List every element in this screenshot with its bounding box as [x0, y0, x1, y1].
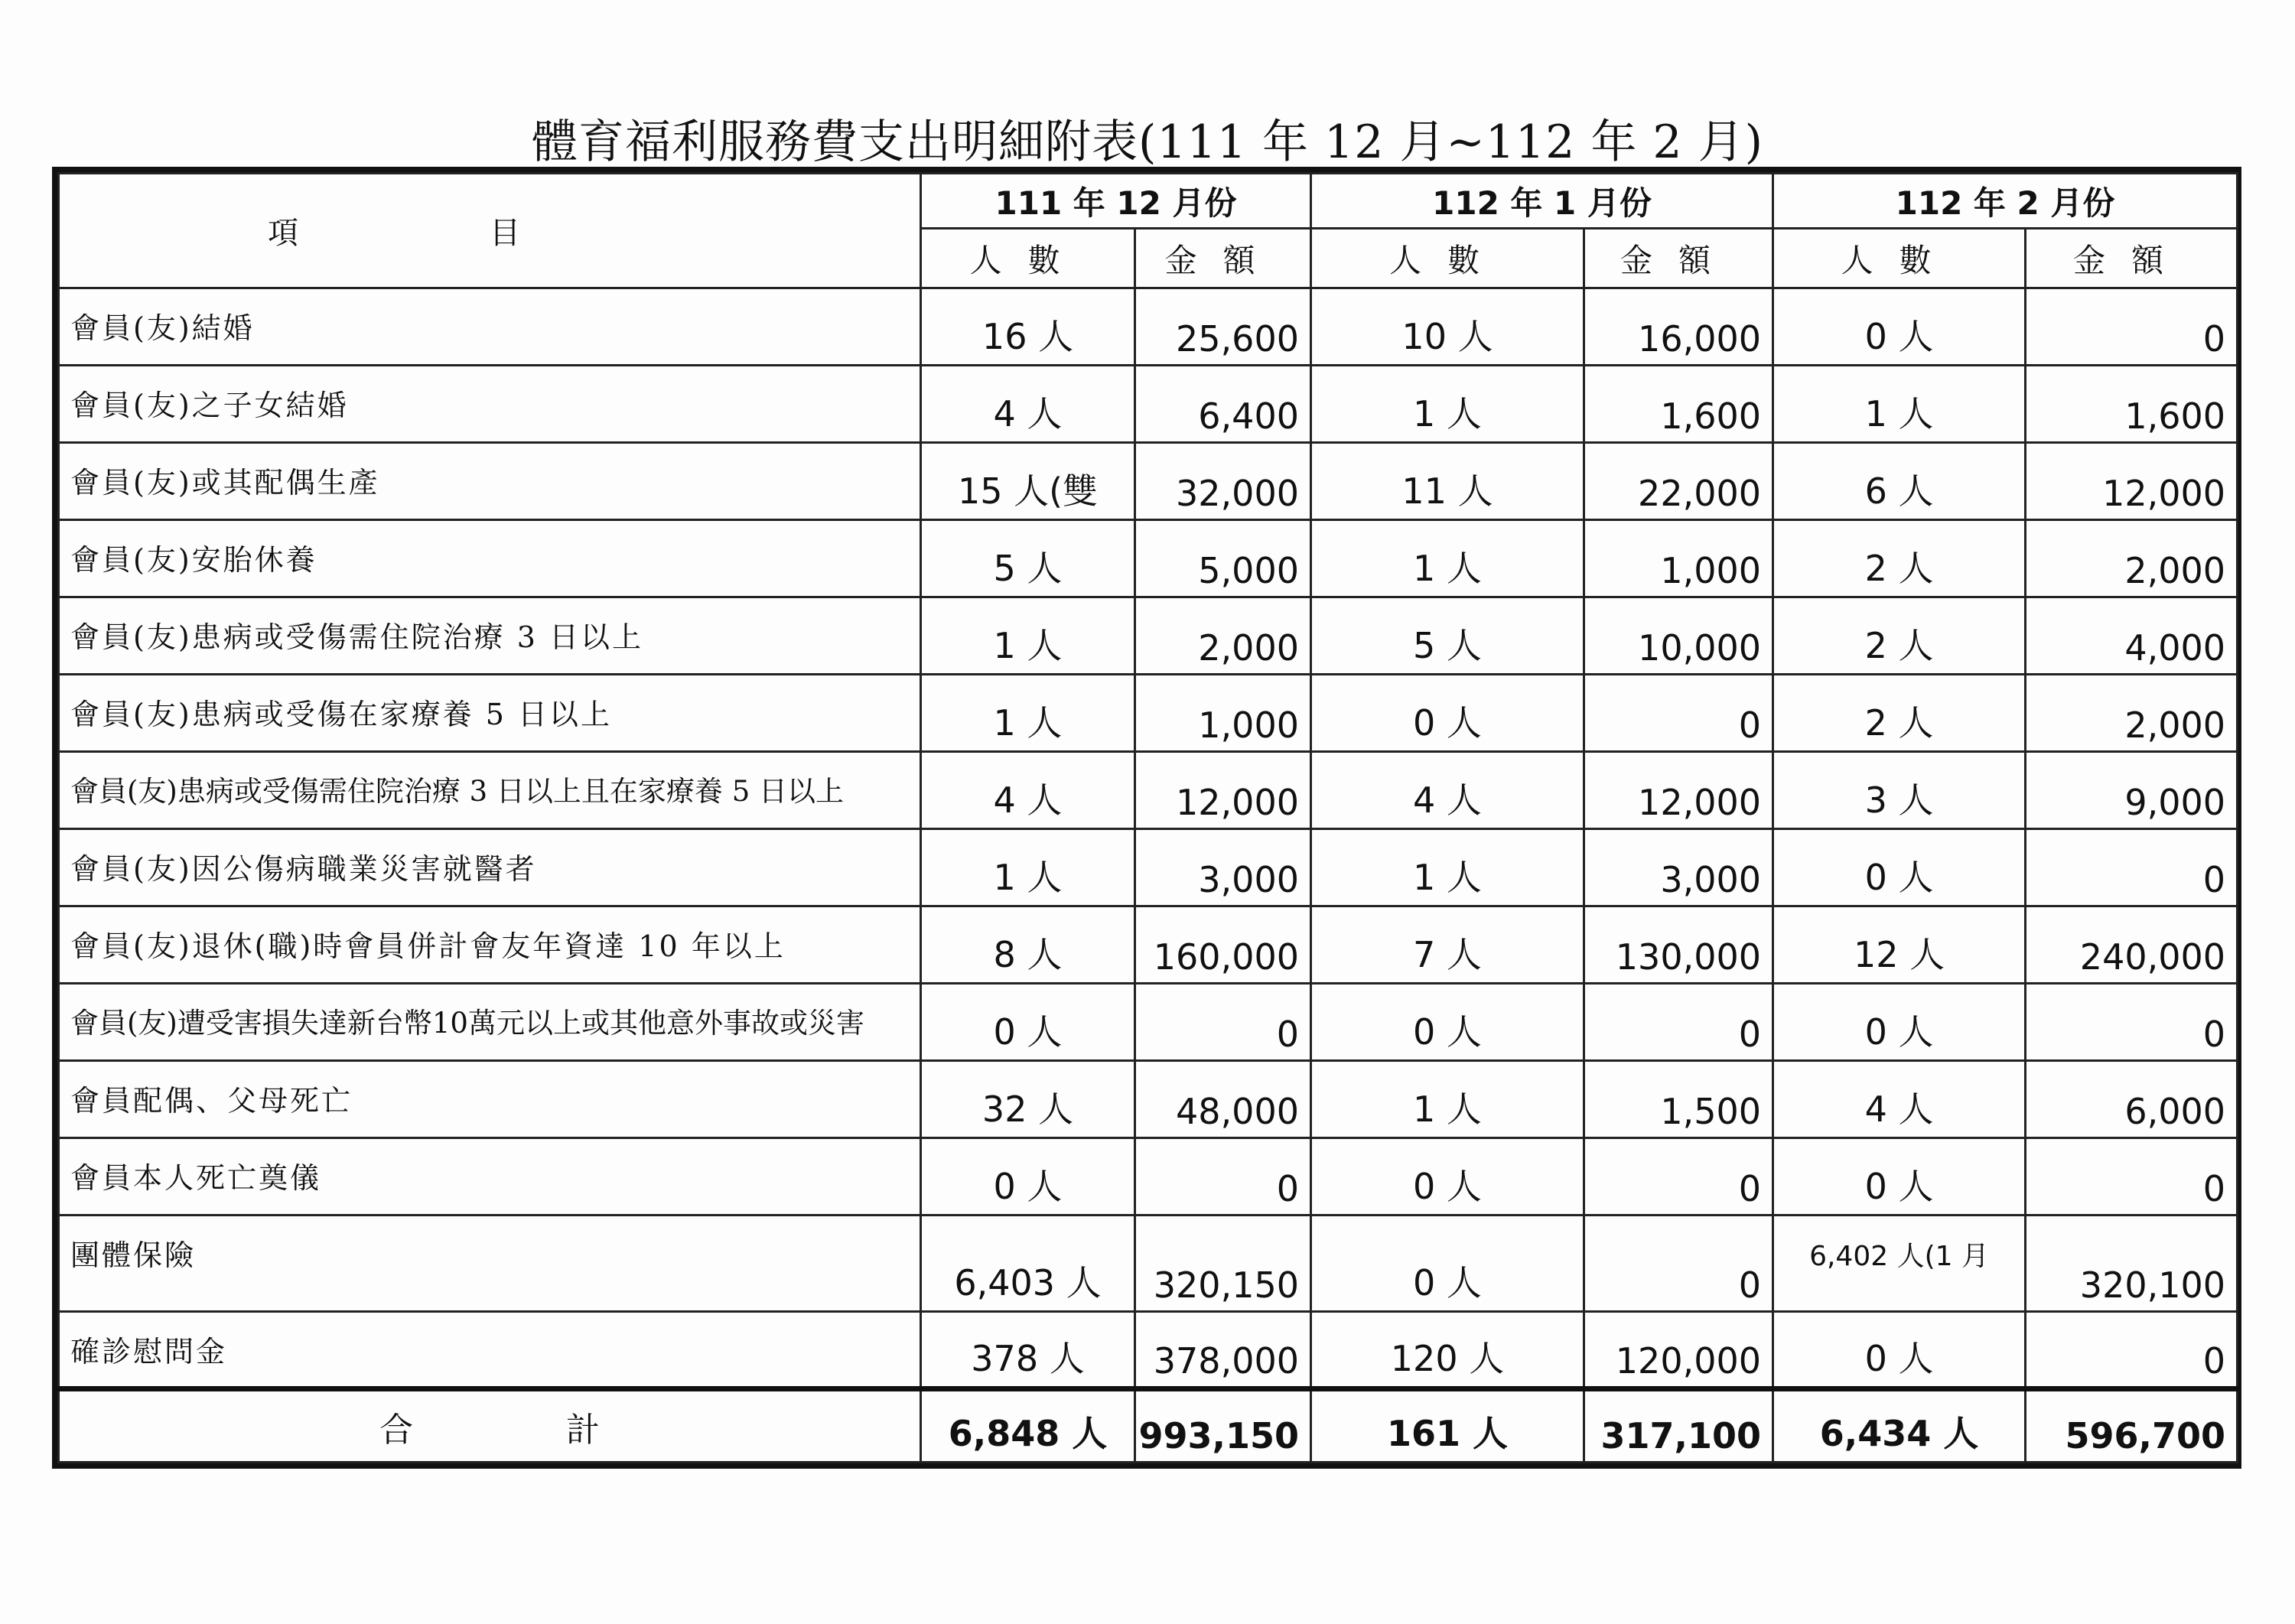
- count-cell: 0 人: [1311, 675, 1584, 752]
- count-cell: 16 人: [921, 288, 1135, 366]
- count-cell: 0 人: [921, 1138, 1135, 1216]
- count-header: 人數: [1773, 229, 2026, 288]
- amount-cell: 5,000: [1135, 520, 1311, 597]
- table-row: [59, 1138, 2238, 1216]
- total-amount-cell: 596,700: [2026, 1389, 2238, 1463]
- expense-table: [57, 172, 2238, 1463]
- total-count-cell: 6,434 人: [1773, 1389, 2026, 1463]
- amount-cell: 320,100: [2026, 1216, 2238, 1312]
- amount-cell: 1,500: [1584, 1061, 1773, 1138]
- count-cell: 1 人: [1773, 366, 2026, 443]
- count-cell: 15 人(雙: [921, 443, 1135, 520]
- count-cell: 0 人: [1773, 1138, 2026, 1216]
- count-cell: 1 人: [1311, 1061, 1584, 1138]
- amount-cell: 0: [1584, 1138, 1773, 1216]
- table-row: [59, 906, 2238, 984]
- count-header: 人數: [921, 229, 1135, 288]
- amount-cell: 32,000: [1135, 443, 1311, 520]
- month-header-jan-112: 112 年 1 月份: [1311, 174, 1773, 229]
- amount-cell: 0: [2026, 288, 2238, 366]
- count-cell: 1 人: [921, 829, 1135, 906]
- amount-cell: 2,000: [2026, 675, 2238, 752]
- count-cell: 0 人: [1773, 984, 2026, 1061]
- count-cell: 4 人: [1773, 1061, 2026, 1138]
- amount-cell: 320,150: [1135, 1216, 1311, 1312]
- total-amount-cell: 993,150: [1135, 1389, 1311, 1463]
- amount-header: 金額: [2026, 229, 2238, 288]
- total-amount-cell: 317,100: [1584, 1389, 1773, 1463]
- amount-cell: 12,000: [1135, 752, 1311, 829]
- count-cell: 12 人: [1773, 906, 2026, 984]
- item-label: 團體保險: [59, 1216, 921, 1312]
- total-count-cell: 6,848 人: [921, 1389, 1135, 1463]
- table-row: [59, 675, 2238, 752]
- count-cell: 10 人: [1311, 288, 1584, 366]
- count-cell: 0 人: [1773, 288, 2026, 366]
- table-row: [59, 984, 2238, 1061]
- amount-cell: 0: [2026, 1312, 2238, 1389]
- count-cell: 1 人: [1311, 366, 1584, 443]
- count-header: 人數: [1311, 229, 1584, 288]
- count-cell: 0 人: [1773, 829, 2026, 906]
- amount-cell: 4,000: [2026, 597, 2238, 675]
- count-cell: 4 人: [921, 366, 1135, 443]
- item-label: 會員(友)之子女結婚: [59, 366, 921, 443]
- total-label: 合計: [59, 1389, 921, 1463]
- item-label: 會員(友)安胎休養: [59, 520, 921, 597]
- amount-cell: 240,000: [2026, 906, 2238, 984]
- amount-cell: 2,000: [2026, 520, 2238, 597]
- item-label: 會員(友)患病或受傷需住院治療 3 日以上: [59, 597, 921, 675]
- amount-cell: 0: [1135, 1138, 1311, 1216]
- table-row: [59, 288, 2238, 366]
- table-row: [59, 520, 2238, 597]
- item-label: 確診慰問金: [59, 1312, 921, 1389]
- month-header-feb-112: 112 年 2 月份: [1773, 174, 2238, 229]
- amount-cell: 12,000: [1584, 752, 1773, 829]
- count-cell: 1 人: [921, 675, 1135, 752]
- count-cell: 0 人: [1773, 1312, 2026, 1389]
- count-cell: 2 人: [1773, 597, 2026, 675]
- count-cell: 2 人: [1773, 520, 2026, 597]
- item-label: 會員(友)因公傷病職業災害就醫者: [59, 829, 921, 906]
- month-header-dec-111: 111 年 12 月份: [921, 174, 1311, 229]
- amount-cell: 0: [1584, 984, 1773, 1061]
- count-cell: 0 人: [921, 984, 1135, 1061]
- count-cell: 1 人: [1311, 829, 1584, 906]
- amount-cell: 3,000: [1584, 829, 1773, 906]
- count-cell: 8 人: [921, 906, 1135, 984]
- count-cell: 5 人: [921, 520, 1135, 597]
- count-cell: 6,402 人(1 月: [1773, 1216, 2026, 1312]
- amount-cell: 6,400: [1135, 366, 1311, 443]
- count-cell: 4 人: [921, 752, 1135, 829]
- count-cell: 120 人: [1311, 1312, 1584, 1389]
- item-label: 會員(友)患病或受傷需住院治療 3 日以上且在家療養 5 日以上: [59, 752, 921, 829]
- amount-cell: 0: [2026, 984, 2238, 1061]
- amount-cell: 16,000: [1584, 288, 1773, 366]
- item-column-header: 項目: [59, 174, 921, 288]
- table-row: [59, 597, 2238, 675]
- amount-cell: 22,000: [1584, 443, 1773, 520]
- amount-cell: 0: [1584, 1216, 1773, 1312]
- amount-cell: 130,000: [1584, 906, 1773, 984]
- amount-cell: 0: [2026, 829, 2238, 906]
- amount-cell: 0: [1135, 984, 1311, 1061]
- count-cell: 11 人: [1311, 443, 1584, 520]
- total-count-cell: 161 人: [1311, 1389, 1584, 1463]
- amount-cell: 1,000: [1135, 675, 1311, 752]
- amount-cell: 25,600: [1135, 288, 1311, 366]
- table-row: [59, 1312, 2238, 1389]
- amount-header: 金額: [1584, 229, 1773, 288]
- count-cell: 7 人: [1311, 906, 1584, 984]
- item-label: 會員(友)患病或受傷在家療養 5 日以上: [59, 675, 921, 752]
- amount-cell: 10,000: [1584, 597, 1773, 675]
- count-cell: 1 人: [921, 597, 1135, 675]
- amount-cell: 160,000: [1135, 906, 1311, 984]
- amount-cell: 3,000: [1135, 829, 1311, 906]
- amount-cell: 12,000: [2026, 443, 2238, 520]
- count-cell: 378 人: [921, 1312, 1135, 1389]
- amount-cell: 120,000: [1584, 1312, 1773, 1389]
- amount-cell: 1,600: [1584, 366, 1773, 443]
- item-label: 會員(友)遭受害損失達新台幣10萬元以上或其他意外事故或災害: [59, 984, 921, 1061]
- table-row: [59, 443, 2238, 520]
- count-cell: 4 人: [1311, 752, 1584, 829]
- count-cell: 32 人: [921, 1061, 1135, 1138]
- amount-header: 金額: [1135, 229, 1311, 288]
- header-row-months: [59, 174, 2238, 229]
- total-row: [59, 1389, 2238, 1463]
- amount-cell: 0: [2026, 1138, 2238, 1216]
- table-row: [59, 1216, 2238, 1312]
- count-cell: 1 人: [1311, 520, 1584, 597]
- amount-cell: 378,000: [1135, 1312, 1311, 1389]
- item-label: 會員(友)退休(職)時會員併計會友年資達 10 年以上: [59, 906, 921, 984]
- item-label: 會員本人死亡奠儀: [59, 1138, 921, 1216]
- page-title: 體育福利服務費支出明細附表(111 年 12 月~112 年 2 月): [531, 116, 1764, 169]
- table-row: [59, 1061, 2238, 1138]
- count-cell: 0 人: [1311, 1216, 1584, 1312]
- count-cell: 6,403 人: [921, 1216, 1135, 1312]
- item-label: 會員(友)結婚: [59, 288, 921, 366]
- expense-table-frame: [52, 167, 2241, 1469]
- item-label: 會員配偶、父母死亡: [59, 1061, 921, 1138]
- count-cell: 5 人: [1311, 597, 1584, 675]
- amount-cell: 48,000: [1135, 1061, 1311, 1138]
- table-row: [59, 366, 2238, 443]
- amount-cell: 9,000: [2026, 752, 2238, 829]
- count-cell: 0 人: [1311, 1138, 1584, 1216]
- table-row: [59, 829, 2238, 906]
- count-cell: 2 人: [1773, 675, 2026, 752]
- count-cell: 0 人: [1311, 984, 1584, 1061]
- amount-cell: 0: [1584, 675, 1773, 752]
- count-cell: 3 人: [1773, 752, 2026, 829]
- table-row: [59, 752, 2238, 829]
- item-label: 會員(友)或其配偶生產: [59, 443, 921, 520]
- amount-cell: 1,600: [2026, 366, 2238, 443]
- amount-cell: 1,000: [1584, 520, 1773, 597]
- amount-cell: 6,000: [2026, 1061, 2238, 1138]
- count-cell: 6 人: [1773, 443, 2026, 520]
- amount-cell: 2,000: [1135, 597, 1311, 675]
